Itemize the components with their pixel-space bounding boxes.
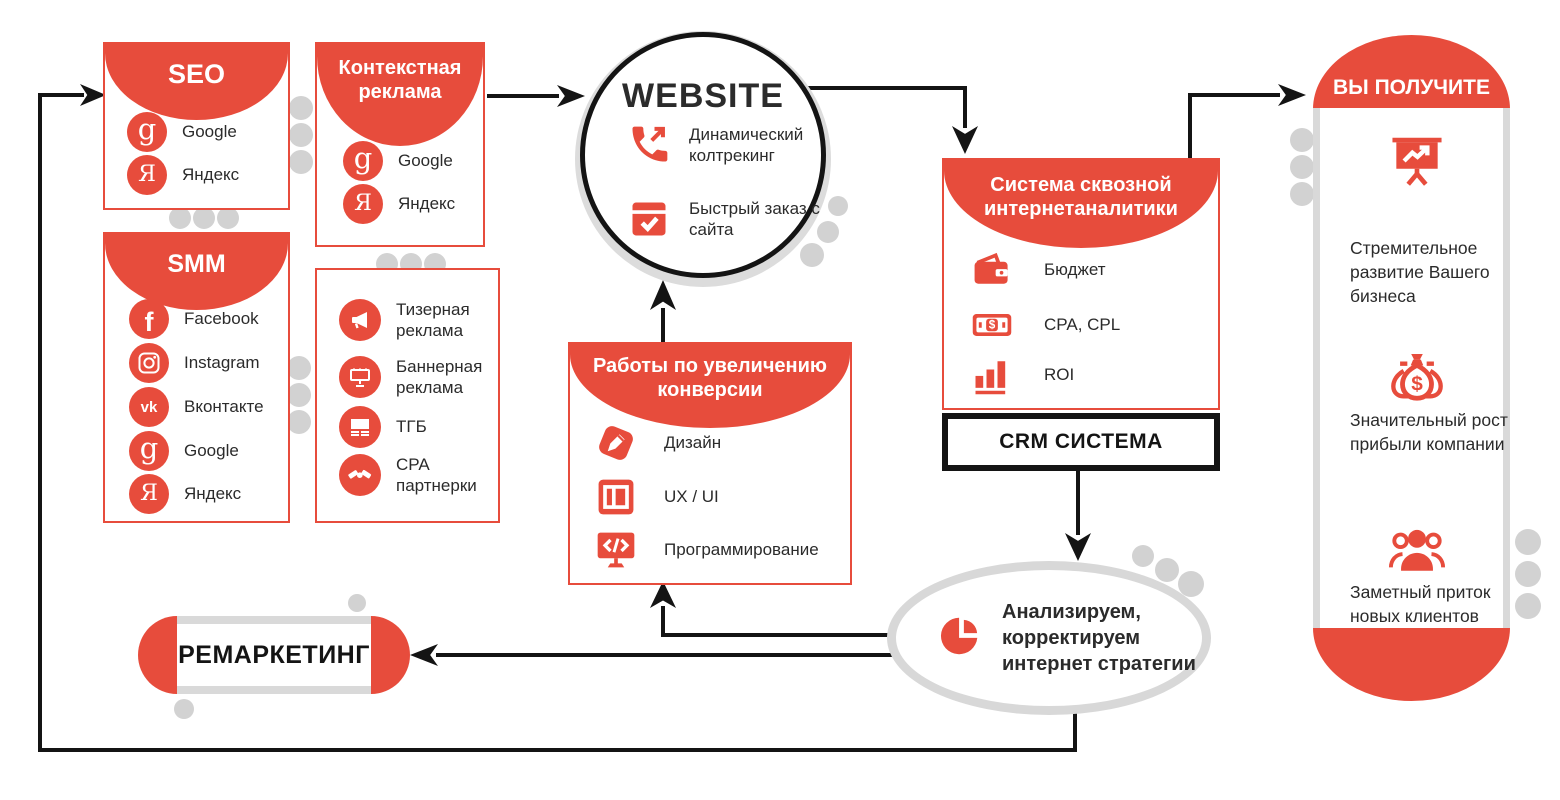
wallet-icon <box>970 248 1014 292</box>
programming-icon <box>594 528 638 572</box>
context-ads-header <box>317 44 483 146</box>
results-body <box>1313 108 1510 628</box>
conversion-item-label: Дизайн <box>664 433 722 453</box>
yandex-icon: Я <box>343 184 383 224</box>
arrow-analyze-to-conversion-h <box>661 633 891 637</box>
display-ads-item-label: ТГБ <box>396 417 427 437</box>
results-title: ВЫ ПОЛУЧИТЕ <box>1333 76 1490 99</box>
decor-dot <box>174 699 194 719</box>
smm-item-label: Facebook <box>184 309 259 329</box>
instagram-icon <box>129 343 169 383</box>
loop-line-bottom <box>38 748 1077 752</box>
remarketing-capsule <box>138 616 410 694</box>
decor-dot <box>287 356 311 380</box>
decor-dot <box>1515 593 1541 619</box>
uxui-icon <box>594 475 638 519</box>
conversion-title: Работы по увеличению конверсии <box>592 355 828 401</box>
smm-item-label: Google <box>184 441 239 461</box>
decor-dot <box>800 243 824 267</box>
decor-dot <box>289 96 313 120</box>
smm-box <box>103 232 290 523</box>
tgb-icon <box>339 406 381 448</box>
decor-dot <box>1132 545 1154 567</box>
conversion-item-label: UX / UI <box>664 487 719 507</box>
pie-chart-icon <box>938 613 984 664</box>
decor-dot <box>1290 155 1314 179</box>
billboard-icon <box>339 356 381 398</box>
context-ads-item-label: Яндекс <box>398 194 456 214</box>
facebook-icon: f <box>129 299 169 339</box>
analytics-title: Система сквозной интернетаналитики <box>984 174 1178 220</box>
seo-box <box>103 42 290 210</box>
arrow-to-seo-line <box>38 93 84 97</box>
display-ads-item-label: Тизерная реклама <box>396 300 470 341</box>
conversion-header <box>570 344 850 428</box>
decor-dot <box>348 594 366 612</box>
decor-dot <box>169 207 191 229</box>
seo-item-label: Google <box>182 122 237 142</box>
analytics-item-label: CPA, CPL <box>1044 315 1121 335</box>
presentation-chart-icon <box>1386 130 1448 197</box>
smm-item-label: Instagram <box>184 353 260 373</box>
svg-text:$: $ <box>1411 372 1423 396</box>
smm-title: SMM <box>167 250 226 278</box>
arrow-analyze-to-remarketing-line <box>436 653 893 657</box>
decor-dot <box>1515 561 1541 587</box>
seo-item-label: Яндекс <box>182 165 240 185</box>
analyze-ellipse <box>887 561 1211 715</box>
arrow-website-to-analytics-v <box>963 86 967 128</box>
remarketing-title: РЕМАРКЕТИНГ <box>178 640 370 669</box>
arrow-context-to-website-head <box>557 85 585 107</box>
yandex-icon: Я <box>129 474 169 514</box>
conversion-box <box>568 342 852 585</box>
decor-dot <box>217 207 239 229</box>
context-ads-title: Контекстная реклама <box>338 57 462 103</box>
decor-dot <box>287 383 311 407</box>
arrow-analytics-to-results-head <box>1278 84 1306 106</box>
decor-dot <box>1290 128 1314 152</box>
loop-line-left-vertical <box>38 93 42 752</box>
smm-item-label: Вконтакте <box>184 397 264 417</box>
roi-chart-icon <box>970 353 1014 397</box>
decor-dot <box>1155 558 1179 582</box>
quick-order-icon <box>627 197 671 241</box>
analytics-header <box>944 160 1218 248</box>
arrow-analyze-to-conversion-head <box>650 581 676 608</box>
seo-title: SEO <box>167 59 226 89</box>
arrow-crm-to-analyze-line <box>1076 471 1080 535</box>
decor-dot <box>289 123 313 147</box>
megaphone-icon <box>339 299 381 341</box>
smm-item-label: Яндекс <box>184 484 242 504</box>
arrow-conversion-to-website-line <box>661 308 665 342</box>
results-item-label: Значительный рост прибыли компании <box>1350 410 1508 455</box>
context-ads-box <box>315 42 485 247</box>
analytics-box <box>942 158 1220 410</box>
svg-text:$: $ <box>988 318 996 332</box>
results-item-label: Стремительное развитие Вашего бизнеса <box>1350 238 1490 307</box>
results-footer <box>1313 628 1510 701</box>
website-item-label: Быстрый заказ с сайта <box>689 198 820 239</box>
arrow-crm-to-analyze-head <box>1065 533 1091 561</box>
arrow-analyze-to-conversion-v <box>661 606 665 637</box>
loop-line-ellipse-drop <box>1073 708 1077 752</box>
handshake-icon <box>339 454 381 496</box>
decor-dot <box>289 150 313 174</box>
people-group-icon <box>1388 520 1446 583</box>
google-icon: g <box>127 112 167 152</box>
yandex-icon: Я <box>127 155 167 195</box>
analyze-label: Анализируем, корректируем интернет стратегии <box>1002 601 1196 675</box>
conversion-item-label: Программирование <box>664 540 819 560</box>
decor-dot <box>193 207 215 229</box>
context-ads-item-label: Google <box>398 151 453 171</box>
crm-title: CRM СИСТЕМА <box>999 430 1163 453</box>
website-circle <box>580 32 826 278</box>
google-icon: g <box>129 431 169 471</box>
arrow-analytics-to-results-h <box>1188 93 1280 97</box>
decor-dot <box>1515 529 1541 555</box>
decor-dot <box>1290 182 1314 206</box>
crm-box <box>942 413 1220 471</box>
google-icon: g <box>343 141 383 181</box>
analytics-item-label: Бюджет <box>1044 260 1106 280</box>
results-item-label: Заметный приток новых клиентов <box>1350 582 1491 627</box>
arrow-conversion-to-website-head <box>650 280 676 310</box>
display-ads-item-label: CPA партнерки <box>396 455 477 496</box>
display-ads-box <box>315 268 500 523</box>
arrow-context-to-website-line <box>487 94 559 98</box>
results-header <box>1313 35 1510 109</box>
website-item-label: Динамический колтрекинг <box>689 124 804 165</box>
decor-dot <box>287 410 311 434</box>
vk-icon: vk <box>129 387 169 427</box>
display-ads-item-label: Баннерная реклама <box>396 357 483 398</box>
arrow-analyze-to-remarketing-head <box>410 644 438 666</box>
banknote-icon <box>970 303 1014 347</box>
website-title: WEBSITE <box>622 77 784 115</box>
seo-header <box>105 44 288 120</box>
calltracking-icon <box>627 123 671 167</box>
design-icon <box>594 421 638 465</box>
analytics-item-label: ROI <box>1044 365 1075 385</box>
arrow-website-to-analytics-head <box>952 126 978 154</box>
money-bags-icon <box>1388 348 1446 411</box>
arrow-website-to-analytics-h <box>806 86 967 90</box>
